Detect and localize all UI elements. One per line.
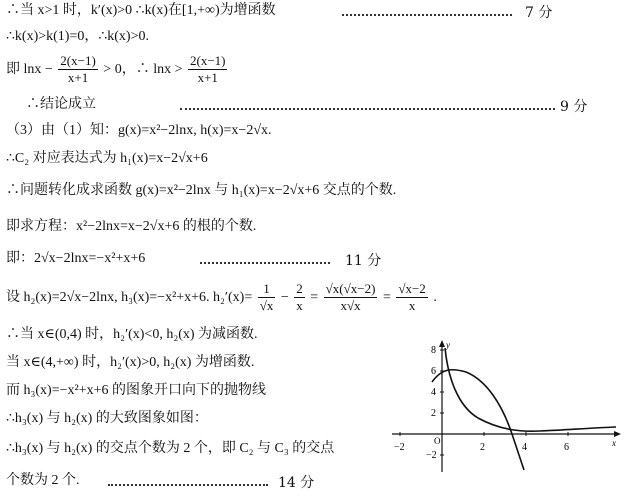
y-axis-label: y: [446, 340, 450, 350]
line-9-text: 即：2√x−2lnx=−x²+x+6: [6, 251, 146, 266]
minus-sign: −: [280, 290, 289, 305]
text-line-5: [6, 122, 272, 140]
fraction-6: [396, 281, 427, 314]
line-16-text: 个数为 2 个.: [6, 473, 80, 488]
line-6-text: ∴C₂ 对应表达式为 h₁(x)=x−2√x+6: [6, 151, 208, 166]
fraction-4-denominator: x: [296, 298, 303, 314]
x-tick-label: −2: [394, 442, 405, 453]
line-4-text: ∴结论成立: [26, 97, 96, 112]
fraction-3-denominator: √x: [259, 298, 274, 314]
text-line-10: [6, 278, 437, 318]
line-3-prefix: 即 lnx −: [6, 62, 53, 77]
fraction-1-numerator: 2(x−1): [60, 53, 96, 69]
fraction-5-denominator: x√x: [340, 298, 361, 314]
curve-h2: [445, 348, 616, 431]
line-14-text: ∴h₃(x) 与 h₂(x) 的大致图象如图：: [6, 411, 208, 426]
score-label: 11 分: [345, 253, 382, 269]
line-15-text: ∴h₃(x) 与 h₂(x) 的交点个数为 2 个，即 C₂ 与 C₃ 的交点: [6, 441, 335, 456]
line-7-text: ∴问题转化成求函数 g(x)=x²−2lnx 与 h₁(x)=x−2√x+6 交点的个数.: [6, 183, 397, 198]
line-10-prefix: 设 h₂(x)=2√x−2lnx, h₃(x)=−x²+x+6. h₂′(x)=: [6, 290, 253, 305]
text-line-9: [6, 250, 145, 268]
x-tick-label: 6: [564, 442, 569, 453]
fraction-4: [294, 281, 305, 314]
fraction-1-denominator: x+1: [67, 70, 89, 86]
x-axis-arrow: [614, 431, 621, 437]
text-line-6: [6, 150, 208, 168]
fraction-4-numerator: 2: [296, 281, 303, 297]
line-2-text: ∴k(x)>k(1)=0，∴k(x)>0.: [6, 29, 149, 44]
text-line-14: [6, 410, 208, 428]
equals-sign: =: [310, 290, 319, 305]
line-12-text: 当 x∈(4,+∞) 时，h₂′(x)>0, h₂(x) 为增函数.: [6, 355, 255, 370]
score-label: 7 分: [525, 5, 553, 21]
text-line-13: [6, 382, 266, 400]
dotted-leader: [108, 484, 268, 486]
x-axis-label: x: [612, 438, 616, 448]
text-line-3: [6, 52, 229, 88]
y-axis-arrow: [439, 340, 445, 347]
score-label: 9 分: [560, 99, 588, 115]
x-tick-label: 4: [522, 442, 527, 453]
dotted-leader: [200, 262, 330, 264]
y-tick-label: 2: [431, 408, 436, 419]
fraction-6-denominator: x: [408, 298, 416, 314]
fraction-2-numerator: 2(x−1): [189, 53, 226, 69]
line-8-text: 即求方程：x²−2lnx=x−2√x+6 的根的个数.: [6, 219, 257, 234]
line-3-middle: > 0，∴ lnx >: [103, 62, 183, 77]
fraction-5: [324, 281, 378, 314]
text-line-1: [6, 2, 276, 20]
line-11-text: ∴当 x∈(0,4) 时，h₂′(x)<0, h₂(x) 为减函数.: [6, 327, 258, 342]
text-line-15: [6, 440, 334, 458]
line-1-text: ∴当 x>1 时，k′(x)>0 ∴k(x)在[1,+∞)为增函数: [6, 3, 276, 18]
y-tick-label: 4: [431, 387, 436, 398]
fraction-2-denominator: x+1: [197, 70, 218, 86]
text-line-16: [6, 472, 80, 490]
y-tick-label: −2: [426, 450, 437, 461]
dotted-leader: [180, 108, 555, 110]
text-line-4: [26, 96, 96, 114]
text-line-2: [6, 28, 149, 46]
equals-sign: =: [382, 290, 391, 305]
dotted-leader: [342, 14, 512, 16]
line-5-text: （3）由（1）知：g(x)=x²−2lnx, h(x)=x−2√x.: [6, 123, 272, 138]
function-graph: [390, 338, 622, 474]
x-tick-label: 2: [480, 442, 485, 453]
fraction-2: [188, 53, 228, 86]
text-line-7: [6, 182, 396, 200]
curve-h3: [432, 370, 524, 470]
text-line-8: [6, 218, 256, 236]
period: .: [433, 290, 437, 305]
origin-label: O: [434, 436, 441, 446]
y-tick-label: 6: [431, 366, 436, 377]
y-tick-label: 8: [431, 345, 436, 356]
fraction-6-numerator: √x−2: [398, 281, 426, 297]
fraction-3-numerator: 1: [258, 281, 276, 298]
fraction-5-numerator: √x(√x−2): [325, 281, 376, 297]
fraction-1: [58, 53, 98, 86]
text-line-12: [6, 354, 254, 372]
line-13-text: 而 h₃(x)=−x²+x+6 的图象开口向下的抛物线: [6, 383, 266, 398]
fraction-3: [258, 281, 276, 314]
text-line-11: [6, 326, 258, 344]
score-label: 14 分: [278, 475, 315, 491]
